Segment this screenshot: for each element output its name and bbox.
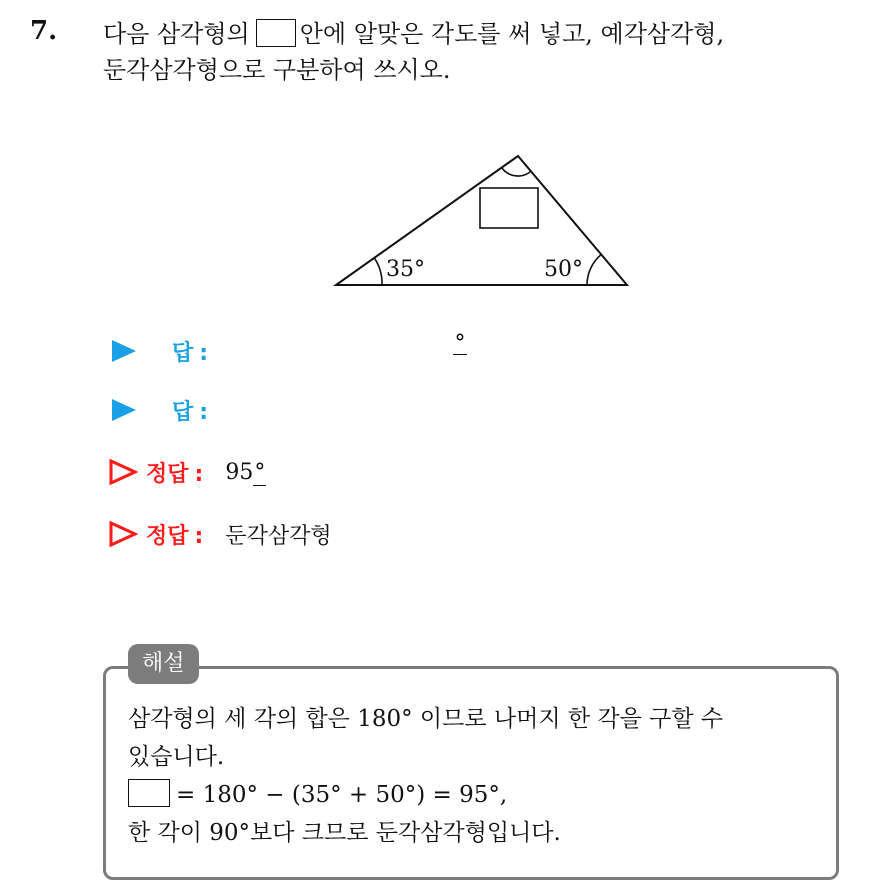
- question-text: [103, 16, 873, 88]
- answer-label-2: 답 :: [172, 399, 209, 425]
- correct-row-2: [108, 517, 332, 551]
- question-number: 7.: [30, 16, 58, 46]
- correct-label-2: 정답 :: [146, 523, 204, 549]
- explanation-line-3: = 180° − (35° + 50°) = 95°,: [128, 776, 828, 814]
- correct-label-1: 정답 :: [146, 461, 204, 487]
- right-angle-arc: [587, 254, 601, 285]
- answer-blank-box-inline: [256, 19, 296, 47]
- explanation-line-4: 한 각이 90°보다 크므로 둔각삼각형입니다.: [128, 820, 561, 846]
- triangle-figure: [330, 148, 640, 293]
- play-arrow-icon: [112, 340, 136, 362]
- question-text-line2: 둔각삼각형으로 구분하여 쓰시오.: [103, 56, 451, 84]
- explanation-tag: 해설: [128, 644, 199, 684]
- answer-row-2: [108, 393, 208, 427]
- outline-arrow-icon: [108, 521, 138, 547]
- outline-arrow-icon: [108, 459, 138, 485]
- question-text-part2: 안에 알맞은 각도를 써 넣고, 예각삼각형,: [299, 20, 725, 48]
- explanation-line-1: 삼각형의 세 각의 합은 180° 이므로 나머지 한 각을 구할 수: [128, 706, 724, 732]
- question-text-part1: 다음 삼각형의: [103, 20, 250, 48]
- correct-row-1: [108, 455, 266, 489]
- answer-row-1: [108, 334, 208, 368]
- explanation-line-2: 있습니다.: [128, 744, 225, 770]
- answer-blank-box-explanation: [128, 779, 170, 807]
- answer-label-1: 답 :: [172, 340, 209, 366]
- top-angle-arc: [502, 168, 531, 176]
- angle-label-50: 50°: [544, 257, 583, 282]
- angle-label-35: 35°: [386, 257, 425, 282]
- correct-value-2: 둔각삼각형: [225, 523, 332, 549]
- play-arrow-icon: [112, 399, 136, 421]
- triangle-shape: [336, 156, 627, 285]
- left-angle-arc: [375, 258, 382, 285]
- correct-value-1: 95°: [225, 459, 266, 485]
- explanation-text: [128, 700, 828, 852]
- answer-degree-blank[interactable]: °: [454, 331, 466, 356]
- answer-blank-box-figure: [480, 188, 538, 228]
